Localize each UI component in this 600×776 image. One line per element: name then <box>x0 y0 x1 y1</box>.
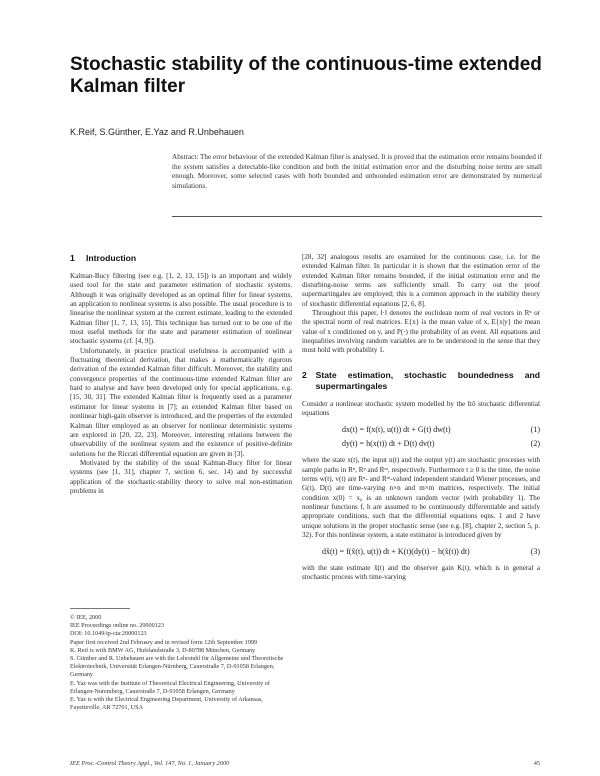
footnotes <box>70 614 292 712</box>
footnote-received: Paper first received 2nd February and in revised form 12th September 1999 <box>70 638 258 646</box>
sec2-paragraph-3: with the state estimate x̂(t) and the observer gain K(t), which is in general a stochastic process with time-varying <box>302 563 540 581</box>
footnote-divider <box>70 608 130 609</box>
abstract-divider <box>172 216 542 217</box>
left-column <box>70 253 292 496</box>
footnote-affiliation-reif: K. Reif is with BMW AG, Hufelandstraße 3, D-80788 München, Germany <box>70 646 256 654</box>
equation-1: dx(t) = f(x(t), u(t)) dt + G(t) dw(t) (1) <box>342 425 540 435</box>
footnote-affiliation-gunther: S. Günther and R. Unbehauen are with the Lehrstuhl für Allgemeine und Theoretische Elektrotechnik, Universität Erlangen-Nürnberg, Cauerstraße 7, D-91058 Erlangen, Germany <box>70 655 284 679</box>
abstract: Abstract: The error behaviour of the extended Kalman filter is analysed. It is proved that the estimation error remains bounded if the system satisfies a detectable-like condition and both the initial estimation error and the disturbing noise terms are small enough. Moreover, some selected cases with both bounded and unbounded estimation error are demonstrated by numerical simulations. <box>172 153 542 190</box>
footer-page-number: 45 <box>533 760 540 767</box>
footnote-affiliation-yaz-1: E. Yaz was with the Institute of Theoretical Electrical Engineering, University of Erlangen-Nuremberg, Cauerstraße 7, D-91058 Erlangen, Germany <box>70 679 270 695</box>
footnote-copyright: © IEE, 2000 <box>70 614 102 621</box>
section-heading-introduction: 1 Introduction <box>70 253 137 263</box>
equation-3: dx̂(t) = f(x̂(t), u(t)) dt + K(t)(dy(t) − h(x̂(t)) dt) (3) <box>322 547 540 557</box>
intro-paragraph-2: Unfortunately, in practice practical usefulness is accompanied with a fluctuating theoretical derivation, that makes a mathematically rigorous derivation of the extended Kalman filter difficult. Moreover, the stability and convergence properties of the continuous-time extended Kalman filter are hard to analyse and have been developed only for special applications, e.g. [15, 30, 31]. The extended Kalman filter is frequently used as a parameter estimator for linear systems in [7]; an extended Kalman filter based on nonlinear high-gain observer is introduced, and the properties of the extended Kalman filter employed as an observer for nonlinear deterministic systems are explored in [20, 22, 23]. Moreover, interesting relations between the observability of the nonlinear system and the existence of positive-definite solutions for the Riccati differential equation are given in [3]. <box>70 346 292 458</box>
sec2-paragraph-2: where the state x(t), the input u(t) and the output y(t) are stochastic processes with sample paths in Rⁿ, Rᵖ and Rᵐ, respectively. Furthermore t ≥ 0 is the time, the noise terms w(t), v(t) are Rⁿ- and Rᵐ-valued independent standard Wiener processes, and G(t), D(t) are time-varying n×n and m×m matrices, respectively. The initial condition x(0) = x₀ is an unknown random vector (with probability 1). The nonlinear functions f, h are assumed to be continuously differentiable and satisfy appropriate conditions, such that the differential equations eqns. 1 and 2 have unique solutions in the proper stochastic sense (see e.g. [8], chapter 2, section 5, p. 32). For this nonlinear system, a state estimator is introduced given by <box>302 456 540 539</box>
equation-2: dy(t) = h(x(t)) dt + D(t) dv(t) (2) <box>342 438 540 448</box>
intro-paragraph-3: Motivated by the stability of the usual Kalman-Bucy filter for linear systems (see [1, 31], chapter 7, section 6, sec. 14) and by successful application of the stochastic-stability theory to solve real non-estimation problems in <box>70 458 292 495</box>
footnote-online-no: IEE Proceedings online no. 20000123 <box>70 622 164 630</box>
sec2-intro: Consider a nonlinear stochastic system modelled by the Itô stochastic differential equations <box>302 399 540 418</box>
section-heading-state-estimation: 2 State estimation, stochastic boundedness and supermartingales <box>302 369 540 391</box>
right-paragraph-2: Throughout this paper, ‖·‖ denotes the euclidean norm of real vectors in Rⁿ or the spectral norm of real matrices. E{x} is the mean value of x, E{x|y} the mean value of x conditioned on y, and P(·) the probability of an event. All equations and inequalities involving random variables are to be understood in the sense that they must hold with probability 1. <box>302 309 540 355</box>
footnote-doi: DOI: 10.1049/ip-cta:20000123 <box>70 630 147 638</box>
footnote-affiliation-yaz-2: E. Yaz is with the Electrical Engineering Department, University of Arkansas, Fayetteville, AR 72701, USA <box>70 696 263 712</box>
right-column <box>302 253 540 582</box>
footer-journal: IEE Proc.-Control Theory Appl., Vol. 147, No. 1, January 2000 <box>70 760 230 767</box>
intro-paragraph-1: Kalman-Bucy filtering (see e.g. [1, 2, 13, 15]) is an important and widely used tool for the state and parameter estimation of stochastic systems. Although it was originally developed as an optimal filter for linear systems, an application to nonlinear systems is also possible. The usual procedure is to linearise the nonlinear system at the current estimate, leading to the extended Kalman filter [1, 7, 13, 15]. This technique has turned out to be one of the most useful methods for the state and parameter estimation of nonlinear stochastic systems (cf. [4, 9]). <box>70 272 292 346</box>
authors: K.Reif, S.Günther, E.Yaz and R.Unbehauen <box>70 127 244 137</box>
paper-title: Stochastic stability of the continuous-time extended Kalman filter <box>70 54 542 97</box>
right-paragraph-1: [28, 32] analogous results are examined for the continuous case, i.e. for the extended Kalman filter. In particular it is shown that the estimation error of the extended Kalman filter remains bounded, if the initial estimation error and the disturbing-noise terms are sufficiently small. To carry out the proof supermartingales are employed; this is a common approach in the stability theory of stochastic differential equations [2, 6, 8]. <box>302 253 540 308</box>
